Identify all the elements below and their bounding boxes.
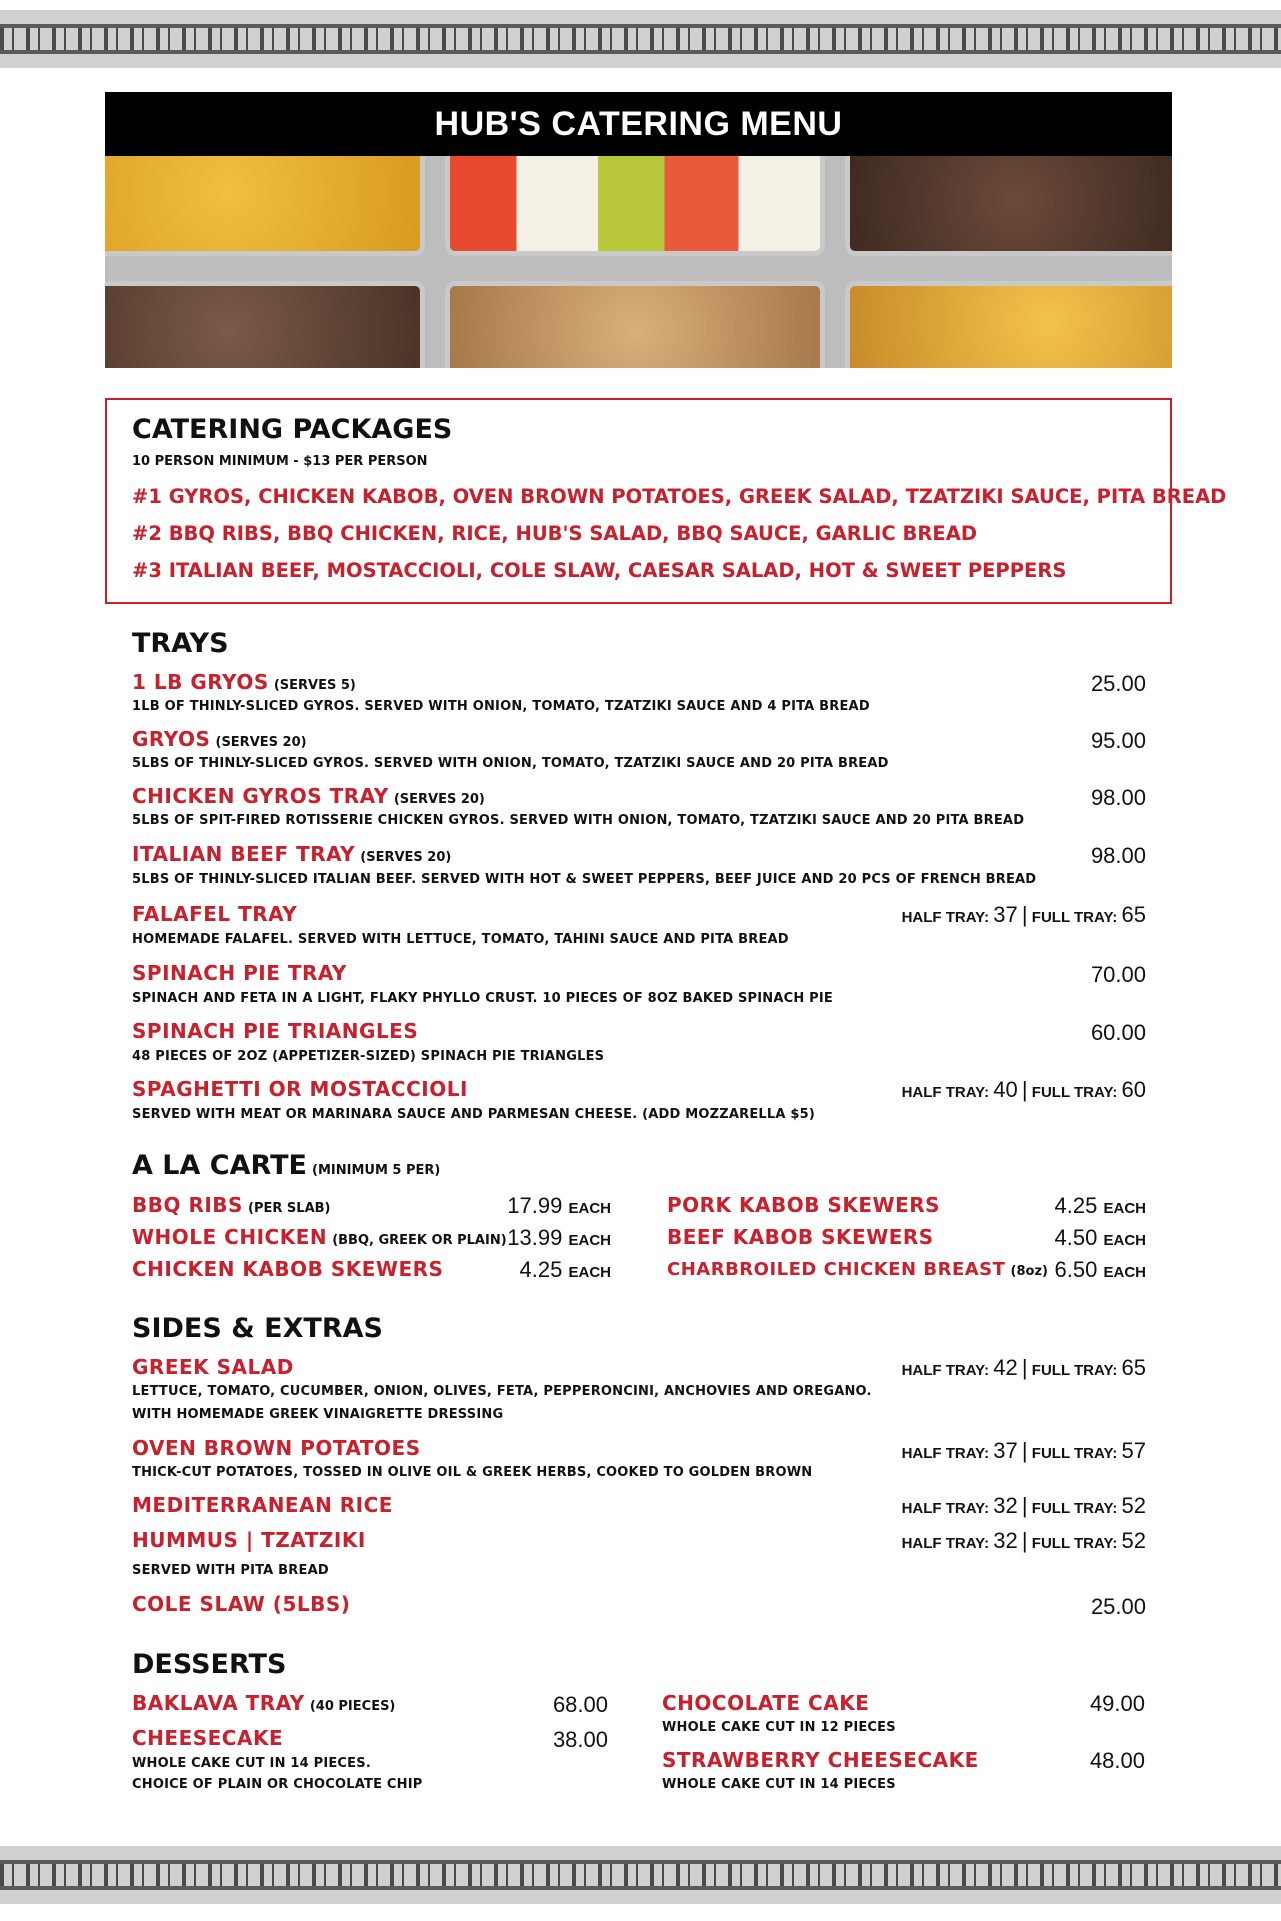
- half-tray-price: 37: [993, 902, 1018, 927]
- greek-key-border-top: [0, 10, 1281, 68]
- item-description: WHOLE CAKE CUT IN 14 PIECES: [662, 1777, 896, 1792]
- kabob-tray: [845, 156, 1172, 256]
- item-price: 49.00: [1089, 1691, 1145, 1716]
- half-tray-label: HALF TRAY:: [901, 1084, 990, 1101]
- tray-prices: HALF TRAY: 40 | FULL TRAY: 60: [901, 1077, 1146, 1102]
- item-name: MEDITERRANEAN RICE: [132, 1493, 393, 1517]
- item-name: SPINACH PIE TRAY: [132, 961, 347, 985]
- item-name: CHOCOLATE CAKE: [662, 1691, 870, 1715]
- item-description-2: WITH HOMEMADE GREEK VINAIGRETTE DRESSING: [132, 1407, 504, 1422]
- item-name: BBQ RIBS: [132, 1193, 243, 1217]
- packages-title: CATERING PACKAGES: [132, 414, 453, 445]
- alacarte-title: A LA CARTE: [132, 1150, 307, 1181]
- page-title: HUB'S CATERING MENU: [105, 92, 1172, 156]
- item-name: WHOLE CHICKEN: [132, 1225, 328, 1249]
- item-price: [520, 1257, 611, 1283]
- item-name: ITALIAN BEEF TRAY: [132, 842, 356, 866]
- item-name: 1 LB GRYOS: [132, 670, 269, 694]
- item-name: STRAWBERRY CHEESECAKE: [662, 1748, 979, 1772]
- item-name: COLE SLAW (5LBS): [132, 1592, 351, 1616]
- half-tray-price: 32: [993, 1528, 1018, 1553]
- tray-prices: HALF TRAY: 42 | FULL TRAY: 65: [901, 1355, 1146, 1380]
- item-description: LETTUCE, TOMATO, CUCUMBER, ONION, OLIVES, FETA, PEPPERONCINI, ANCHOVIES AND OREGANO.: [132, 1384, 872, 1399]
- half-tray-label: HALF TRAY:: [901, 1362, 990, 1379]
- item-description: THICK-CUT POTATOES, TOSSED IN OLIVE OIL & GREEK HERBS, COOKED TO GOLDEN BROWN: [132, 1465, 813, 1480]
- item-name: FALAFEL TRAY: [132, 902, 298, 926]
- item-name: SPAGHETTI OR MOSTACCIOLI: [132, 1077, 468, 1101]
- half-tray-label: HALF TRAY:: [901, 1535, 990, 1552]
- item-name: BEEF KABOB SKEWERS: [667, 1225, 934, 1249]
- item-price: 25.00: [1090, 671, 1146, 696]
- full-tray-price: 60: [1121, 1077, 1146, 1102]
- item-price: 70.00: [1090, 962, 1146, 987]
- item-price: 60.00: [1090, 1020, 1146, 1045]
- item-price: 95.00: [1090, 728, 1146, 753]
- item-name: BAKLAVA TRAY: [132, 1691, 305, 1715]
- item-name: HUMMUS | TZATZIKI: [132, 1528, 366, 1552]
- item-price: [507, 1225, 611, 1251]
- half-tray-label: HALF TRAY:: [901, 1500, 990, 1517]
- item-description: 5LBS OF THINLY-SLICED ITALIAN BEEF. SERVED WITH HOT & SWEET PEPPERS, BEEF JUICE AND 20 PCS OF FRENCH BREAD: [132, 872, 1037, 887]
- price-unit: EACH: [1103, 1200, 1146, 1217]
- item-description: HOMEMADE FALAFEL. SERVED WITH LETTUCE, TOMATO, TAHINI SAUCE AND PITA BREAD: [132, 932, 789, 947]
- alacarte-item: [132, 1257, 443, 1281]
- item-note: (SERVES 20): [393, 792, 485, 807]
- item-name: GRYOS: [132, 727, 211, 751]
- item-description: 1LB OF THINLY-SLICED GYROS. SERVED WITH ONION, TOMATO, TZATZIKI SAUCE AND 4 PITA BREAD: [132, 699, 870, 714]
- potato-tray: [845, 281, 1172, 368]
- salad-tray: [445, 156, 825, 256]
- item-note: (SERVES 20): [215, 735, 307, 750]
- half-tray-price: 32: [993, 1493, 1018, 1518]
- price-value: 4.25: [1054, 1193, 1098, 1218]
- item-description: SERVED WITH MEAT OR MARINARA SAUCE AND PARMESAN CHEESE. (ADD MOZZARELLA $5): [132, 1107, 816, 1122]
- full-tray-price: 52: [1121, 1493, 1146, 1518]
- tray-item: [132, 784, 485, 808]
- full-tray-price: 65: [1121, 1355, 1146, 1380]
- item-price: [1055, 1257, 1146, 1283]
- price-value: 13.99: [507, 1225, 563, 1250]
- item-name: CHEESECAKE: [132, 1726, 284, 1750]
- price-value: 4.50: [1054, 1225, 1098, 1250]
- item-price: 68.00: [552, 1692, 608, 1717]
- full-tray-label: FULL TRAY:: [1031, 1500, 1118, 1517]
- tray-prices: HALF TRAY: 32 | FULL TRAY: 52: [901, 1493, 1146, 1518]
- tray-item: [132, 670, 356, 694]
- item-description: WHOLE CAKE CUT IN 14 PIECES.: [132, 1756, 371, 1771]
- full-tray-label: FULL TRAY:: [1031, 1362, 1118, 1379]
- item-price: 48.00: [1089, 1748, 1145, 1773]
- alacarte-heading: [132, 1150, 440, 1181]
- item-price: 98.00: [1090, 785, 1146, 810]
- full-tray-price: 65: [1121, 902, 1146, 927]
- item-price: [1055, 1193, 1146, 1219]
- item-price: [1055, 1225, 1146, 1251]
- alacarte-item: [667, 1259, 1048, 1280]
- half-tray-price: 42: [993, 1355, 1018, 1380]
- price-unit: EACH: [1103, 1232, 1146, 1249]
- full-tray-price: 57: [1121, 1438, 1146, 1463]
- full-tray-label: FULL TRAY:: [1031, 1535, 1118, 1552]
- item-name: GREEK SALAD: [132, 1355, 294, 1379]
- tray-item: [132, 727, 307, 751]
- chicken-tray: [445, 281, 825, 368]
- package-3: #3 ITALIAN BEEF, MOSTACCIOLI, COLE SLAW, CAESAR SALAD, HOT & SWEET PEPPERS: [132, 559, 1067, 582]
- food-tray-photo: [105, 156, 1172, 368]
- item-description: SERVED WITH PITA BREAD: [132, 1563, 329, 1578]
- item-name: OVEN BROWN POTATOES: [132, 1436, 421, 1460]
- item-price: 25.00: [1090, 1594, 1146, 1619]
- item-description: WHOLE CAKE CUT IN 12 PIECES: [662, 1720, 896, 1735]
- item-note: (SERVES 20): [360, 850, 452, 865]
- price-unit: EACH: [1103, 1264, 1146, 1281]
- item-description: 5LBS OF SPIT-FIRED ROTISSERIE CHICKEN GYROS. SERVED WITH ONION, TOMATO, TZATZIKI SAUCE AND 20 PITA BREAD: [132, 813, 1025, 828]
- half-tray-price: 37: [993, 1438, 1018, 1463]
- alacarte-item: [132, 1193, 331, 1217]
- rice-tray: [105, 156, 425, 256]
- item-description-2: CHOICE OF PLAIN OR CHOCOLATE CHIP: [132, 1777, 423, 1792]
- trays-title: TRAYS: [132, 628, 229, 659]
- price-unit: EACH: [568, 1232, 611, 1249]
- item-description: SPINACH AND FETA IN A LIGHT, FLAKY PHYLLO CRUST. 10 PIECES OF 8OZ BAKED SPINACH PIE: [132, 991, 834, 1006]
- half-tray-label: HALF TRAY:: [901, 909, 990, 926]
- desserts-title: DESSERTS: [132, 1649, 287, 1680]
- packages-note: 10 PERSON MINIMUM - $13 PER PERSON: [132, 454, 428, 469]
- item-name: PORK KABOB SKEWERS: [667, 1193, 941, 1217]
- item-note: (PER SLAB): [248, 1201, 331, 1216]
- price-value: 6.50: [1054, 1257, 1098, 1282]
- package-1: #1 GYROS, CHICKEN KABOB, OVEN BROWN POTATOES, GREEK SALAD, TZATZIKI SAUCE, PITA BREAD: [132, 485, 1227, 508]
- full-tray-price: 52: [1121, 1528, 1146, 1553]
- item-name: CHICKEN KABOB SKEWERS: [132, 1257, 444, 1281]
- item-note: (40 PIECES): [309, 1699, 396, 1714]
- full-tray-label: FULL TRAY:: [1031, 1084, 1118, 1101]
- tray-prices: HALF TRAY: 37 | FULL TRAY: 65: [901, 902, 1146, 927]
- item-price: 98.00: [1090, 843, 1146, 868]
- item-description: 48 PIECES OF 2OZ (APPETIZER-SIZED) SPINACH PIE TRIANGLES: [132, 1049, 605, 1064]
- item-name: CHARBROILED CHICKEN BREAST: [667, 1259, 1006, 1280]
- price-unit: EACH: [568, 1264, 611, 1281]
- alacarte-note: (MINIMUM 5 PER): [312, 1163, 441, 1178]
- greek-key-border-bottom: [0, 1846, 1281, 1904]
- tray-item: [132, 842, 451, 866]
- package-2: #2 BBQ RIBS, BBQ CHICKEN, RICE, HUB'S SALAD, BBQ SAUCE, GARLIC BREAD: [132, 522, 978, 545]
- half-tray-price: 40: [993, 1077, 1018, 1102]
- alacarte-item: [667, 1193, 940, 1217]
- full-tray-label: FULL TRAY:: [1031, 909, 1118, 926]
- gyros-tray: [105, 281, 425, 368]
- item-note: (BBQ, GREEK OR PLAIN): [332, 1233, 507, 1248]
- price-unit: EACH: [568, 1200, 611, 1217]
- item-price: [507, 1193, 611, 1219]
- item-name: SPINACH PIE TRIANGLES: [132, 1019, 419, 1043]
- half-tray-label: HALF TRAY:: [901, 1445, 990, 1462]
- alacarte-item: [132, 1225, 507, 1249]
- full-tray-label: FULL TRAY:: [1031, 1445, 1118, 1462]
- tray-prices: HALF TRAY: 37 | FULL TRAY: 57: [901, 1438, 1146, 1463]
- sides-title: SIDES & EXTRAS: [132, 1313, 383, 1344]
- price-value: 17.99: [507, 1193, 563, 1218]
- item-description: 5LBS OF THINLY-SLICED GYROS. SERVED WITH ONION, TOMATO, TZATZIKI SAUCE AND 20 PITA BREAD: [132, 756, 889, 771]
- item-price: 38.00: [552, 1727, 608, 1752]
- dessert-item: [132, 1691, 395, 1715]
- item-note: (SERVES 5): [273, 678, 356, 693]
- item-note: (8oz): [1010, 1264, 1048, 1279]
- tray-prices: HALF TRAY: 32 | FULL TRAY: 52: [901, 1528, 1146, 1553]
- item-name: CHICKEN GYROS TRAY: [132, 784, 389, 808]
- price-value: 4.25: [519, 1257, 563, 1282]
- alacarte-item: [667, 1225, 934, 1249]
